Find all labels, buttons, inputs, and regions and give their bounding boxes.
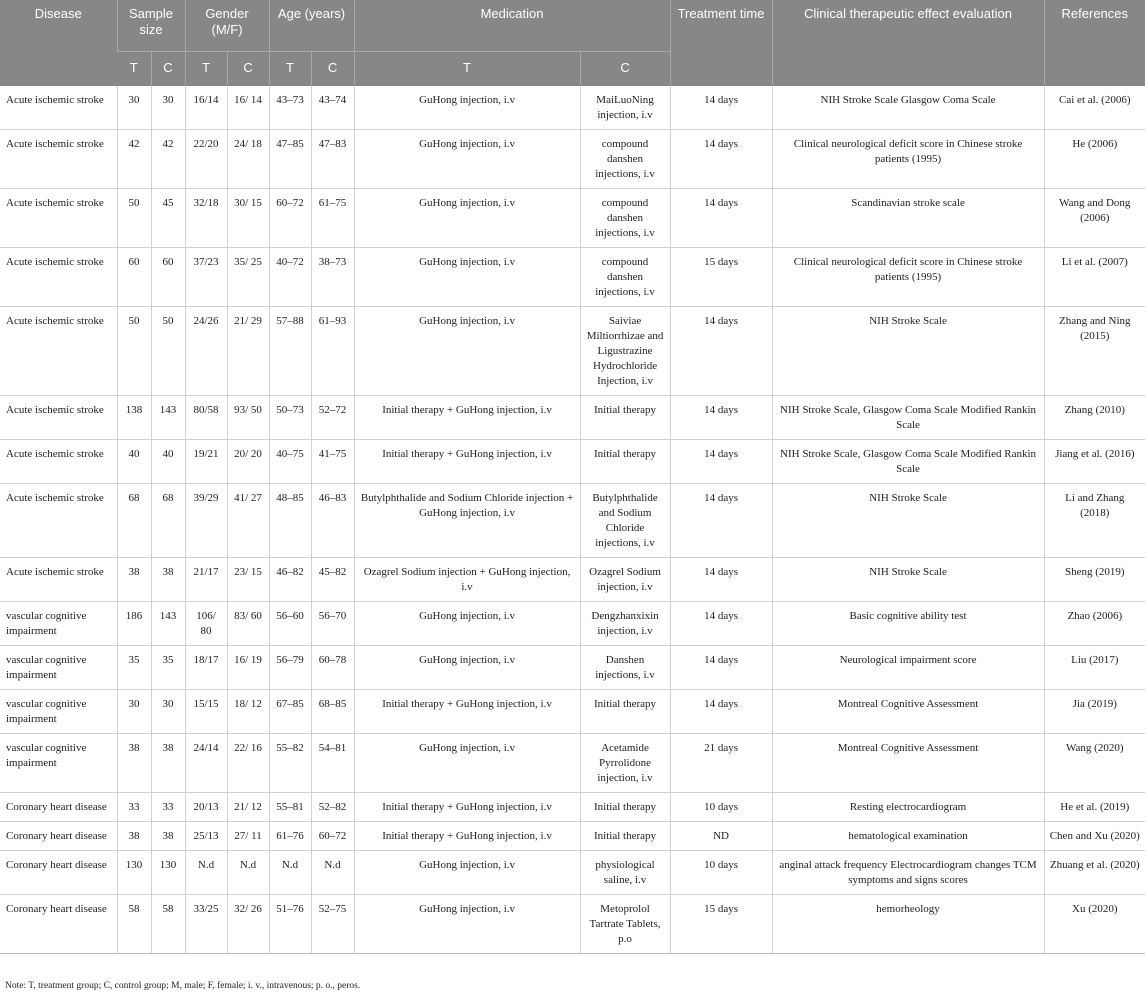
cell-treatment-time: 15 days [670, 248, 772, 307]
cell-age-c: 41–75 [311, 440, 354, 484]
cell-disease: Coronary heart disease [0, 793, 117, 822]
header-treatment-time: Treatment time [670, 0, 772, 86]
cell-clinical-evaluation: Basic cognitive ability test [772, 602, 1044, 646]
cell-medication-t: GuHong injection, i.v [354, 851, 580, 895]
cell-reference: Jia (2019) [1044, 690, 1145, 734]
cell-sample-c: 58 [151, 895, 185, 954]
cell-gender-t: 33/25 [185, 895, 227, 954]
cell-age-t: 46–82 [269, 558, 311, 602]
cell-medication-t: Initial therapy + GuHong injection, i.v [354, 396, 580, 440]
cell-age-t: 56–79 [269, 646, 311, 690]
cell-medication-c: Saiviae Miltiorrhizae and Ligustrazine Hydrochloride Injection, i.v [580, 307, 670, 396]
cell-sample-c: 42 [151, 130, 185, 189]
cell-age-c: 45–82 [311, 558, 354, 602]
table-row [0, 793, 1145, 822]
cell-sample-t: 38 [117, 822, 151, 851]
cell-gender-t: 21/17 [185, 558, 227, 602]
cell-gender-t: 18/17 [185, 646, 227, 690]
cell-clinical-evaluation: Scandinavian stroke scale [772, 189, 1044, 248]
subheader-gender-t: T [185, 52, 227, 87]
subheader-medication-c: C [580, 52, 670, 87]
cell-disease: vascular cognitive impairment [0, 602, 117, 646]
cell-medication-c: Initial therapy [580, 793, 670, 822]
cell-age-c: N.d [311, 851, 354, 895]
cell-age-c: 61–75 [311, 189, 354, 248]
cell-disease: Coronary heart disease [0, 822, 117, 851]
cell-sample-c: 68 [151, 484, 185, 558]
cell-sample-c: 30 [151, 690, 185, 734]
cell-age-t: 60–72 [269, 189, 311, 248]
cell-sample-c: 38 [151, 822, 185, 851]
cell-gender-c: 21/ 29 [227, 307, 269, 396]
cell-age-t: 61–76 [269, 822, 311, 851]
cell-medication-t: Initial therapy + GuHong injection, i.v [354, 793, 580, 822]
table-row [0, 248, 1145, 307]
cell-disease: Acute ischemic stroke [0, 396, 117, 440]
cell-medication-c: Butylphthalide and Sodium Chloride injections, i.v [580, 484, 670, 558]
cell-gender-t: N.d [185, 851, 227, 895]
cell-sample-t: 40 [117, 440, 151, 484]
cell-age-c: 52–82 [311, 793, 354, 822]
cell-gender-c: 21/ 12 [227, 793, 269, 822]
cell-age-t: 40–72 [269, 248, 311, 307]
cell-reference: Cai et al. (2006) [1044, 86, 1145, 130]
cell-sample-t: 50 [117, 189, 151, 248]
cell-age-c: 54–81 [311, 734, 354, 793]
cell-medication-t: GuHong injection, i.v [354, 734, 580, 793]
subheader-medication-t: T [354, 52, 580, 87]
cell-gender-t: 19/21 [185, 440, 227, 484]
cell-age-t: 43–73 [269, 86, 311, 130]
cell-age-t: 56–60 [269, 602, 311, 646]
cell-medication-c: physiological saline, i.v [580, 851, 670, 895]
cell-medication-c: Danshen injections, i.v [580, 646, 670, 690]
header-age: Age (years) [269, 0, 354, 52]
cell-treatment-time: 14 days [670, 558, 772, 602]
cell-sample-c: 60 [151, 248, 185, 307]
cell-sample-t: 35 [117, 646, 151, 690]
cell-sample-c: 30 [151, 86, 185, 130]
cell-sample-t: 60 [117, 248, 151, 307]
cell-clinical-evaluation: NIH Stroke Scale, Glasgow Coma Scale Modified Rankin Scale [772, 440, 1044, 484]
cell-age-t: 55–82 [269, 734, 311, 793]
table-row [0, 130, 1145, 189]
cell-clinical-evaluation: NIH Stroke Scale Glasgow Coma Scale [772, 86, 1044, 130]
cell-reference: Wang and Dong (2006) [1044, 189, 1145, 248]
cell-age-c: 60–72 [311, 822, 354, 851]
cell-clinical-evaluation: NIH Stroke Scale [772, 484, 1044, 558]
cell-sample-c: 50 [151, 307, 185, 396]
cell-gender-t: 24/26 [185, 307, 227, 396]
header-clinical-evaluation: Clinical therapeutic effect evaluation [772, 0, 1044, 86]
cell-treatment-time: 10 days [670, 793, 772, 822]
cell-age-c: 68–85 [311, 690, 354, 734]
cell-age-t: 57–88 [269, 307, 311, 396]
cell-gender-t: 20/13 [185, 793, 227, 822]
header-medication: Medication [354, 0, 670, 52]
cell-clinical-evaluation: hemorheology [772, 895, 1044, 954]
cell-reference: He (2006) [1044, 130, 1145, 189]
cell-age-t: 40–75 [269, 440, 311, 484]
cell-age-c: 60–78 [311, 646, 354, 690]
cell-treatment-time: 14 days [670, 646, 772, 690]
cell-medication-c: Initial therapy [580, 690, 670, 734]
table-row [0, 307, 1145, 396]
cell-disease: vascular cognitive impairment [0, 734, 117, 793]
cell-gender-t: 39/29 [185, 484, 227, 558]
cell-age-c: 38–73 [311, 248, 354, 307]
cell-reference: Zhuang et al. (2020) [1044, 851, 1145, 895]
cell-sample-t: 38 [117, 558, 151, 602]
cell-gender-c: N.d [227, 851, 269, 895]
cell-medication-t: GuHong injection, i.v [354, 130, 580, 189]
cell-reference: Li and Zhang (2018) [1044, 484, 1145, 558]
cell-medication-c: Ozagrel Sodium injection, i.v [580, 558, 670, 602]
header-gender: Gender (M/F) [185, 0, 269, 52]
cell-gender-t: 37/23 [185, 248, 227, 307]
table-row [0, 484, 1145, 558]
subheader-sample-t: T [117, 52, 151, 87]
cell-disease: Acute ischemic stroke [0, 189, 117, 248]
cell-sample-c: 38 [151, 558, 185, 602]
table-row [0, 189, 1145, 248]
subheader-age-c: C [311, 52, 354, 87]
cell-sample-c: 40 [151, 440, 185, 484]
cell-clinical-evaluation: Montreal Cognitive Assessment [772, 690, 1044, 734]
cell-gender-t: 106/ 80 [185, 602, 227, 646]
cell-treatment-time: ND [670, 822, 772, 851]
cell-age-t: N.d [269, 851, 311, 895]
cell-medication-t: GuHong injection, i.v [354, 86, 580, 130]
cell-disease: Acute ischemic stroke [0, 484, 117, 558]
cell-gender-c: 18/ 12 [227, 690, 269, 734]
table-body [0, 86, 1145, 954]
cell-medication-c: Initial therapy [580, 396, 670, 440]
cell-gender-c: 41/ 27 [227, 484, 269, 558]
cell-age-t: 51–76 [269, 895, 311, 954]
table-row [0, 602, 1145, 646]
cell-clinical-evaluation: NIH Stroke Scale [772, 307, 1044, 396]
subheader-age-t: T [269, 52, 311, 87]
cell-clinical-evaluation: Clinical neurological deficit score in Chinese stroke patients (1995) [772, 248, 1044, 307]
cell-age-t: 50–73 [269, 396, 311, 440]
cell-reference: He et al. (2019) [1044, 793, 1145, 822]
cell-sample-t: 130 [117, 851, 151, 895]
cell-sample-c: 33 [151, 793, 185, 822]
cell-gender-t: 80/58 [185, 396, 227, 440]
cell-disease: Acute ischemic stroke [0, 86, 117, 130]
header-references: References [1044, 0, 1145, 86]
cell-medication-c: Dengzhanxixin injection, i.v [580, 602, 670, 646]
cell-medication-c: compound danshen injections, i.v [580, 248, 670, 307]
cell-gender-t: 22/20 [185, 130, 227, 189]
cell-treatment-time: 14 days [670, 602, 772, 646]
cell-age-t: 67–85 [269, 690, 311, 734]
cell-sample-c: 45 [151, 189, 185, 248]
cell-gender-t: 16/14 [185, 86, 227, 130]
cell-age-c: 47–83 [311, 130, 354, 189]
cell-clinical-evaluation: NIH Stroke Scale, Glasgow Coma Scale Modified Rankin Scale [772, 396, 1044, 440]
cell-disease: Acute ischemic stroke [0, 130, 117, 189]
cell-reference: Wang (2020) [1044, 734, 1145, 793]
cell-medication-c: Acetamide Pyrrolidone injection, i.v [580, 734, 670, 793]
cell-reference: Zhang (2010) [1044, 396, 1145, 440]
cell-disease: Acute ischemic stroke [0, 248, 117, 307]
cell-medication-t: Ozagrel Sodium injection + GuHong injection, i.v [354, 558, 580, 602]
cell-medication-c: MaiLuoNing injection, i.v [580, 86, 670, 130]
cell-reference: Chen and Xu (2020) [1044, 822, 1145, 851]
cell-medication-c: Initial therapy [580, 822, 670, 851]
cell-sample-t: 186 [117, 602, 151, 646]
table-row [0, 895, 1145, 954]
cell-reference: Zhang and Ning (2015) [1044, 307, 1145, 396]
cell-gender-c: 30/ 15 [227, 189, 269, 248]
cell-sample-c: 130 [151, 851, 185, 895]
cell-medication-c: compound danshen injections, i.v [580, 189, 670, 248]
cell-gender-c: 93/ 50 [227, 396, 269, 440]
table-row [0, 851, 1145, 895]
cell-sample-t: 68 [117, 484, 151, 558]
cell-clinical-evaluation: Clinical neurological deficit score in Chinese stroke patients (1995) [772, 130, 1044, 189]
cell-gender-c: 16/ 14 [227, 86, 269, 130]
table-row [0, 440, 1145, 484]
cell-sample-t: 42 [117, 130, 151, 189]
cell-treatment-time: 14 days [670, 484, 772, 558]
cell-disease: vascular cognitive impairment [0, 646, 117, 690]
cell-disease: Acute ischemic stroke [0, 440, 117, 484]
table-row [0, 734, 1145, 793]
cell-reference: Jiang et al. (2016) [1044, 440, 1145, 484]
cell-sample-t: 38 [117, 734, 151, 793]
cell-treatment-time: 14 days [670, 440, 772, 484]
cell-sample-c: 35 [151, 646, 185, 690]
cell-medication-t: Initial therapy + GuHong injection, i.v [354, 440, 580, 484]
cell-sample-t: 58 [117, 895, 151, 954]
cell-clinical-evaluation: Neurological impairment score [772, 646, 1044, 690]
cell-sample-c: 143 [151, 396, 185, 440]
cell-medication-t: Butylphthalide and Sodium Chloride injection + GuHong injection, i.v [354, 484, 580, 558]
cell-disease: Acute ischemic stroke [0, 558, 117, 602]
cell-clinical-evaluation: anginal attack frequency Electrocardiogram changes TCM symptoms and signs scores [772, 851, 1044, 895]
cell-medication-t: GuHong injection, i.v [354, 307, 580, 396]
cell-treatment-time: 15 days [670, 895, 772, 954]
cell-age-c: 52–72 [311, 396, 354, 440]
cell-disease: Coronary heart disease [0, 895, 117, 954]
cell-medication-c: Metoprolol Tartrate Tablets, p.o [580, 895, 670, 954]
cell-gender-t: 32/18 [185, 189, 227, 248]
table-row [0, 690, 1145, 734]
cell-treatment-time: 21 days [670, 734, 772, 793]
cell-age-c: 61–93 [311, 307, 354, 396]
cell-gender-c: 22/ 16 [227, 734, 269, 793]
cell-sample-t: 138 [117, 396, 151, 440]
cell-reference: Sheng (2019) [1044, 558, 1145, 602]
table-row [0, 646, 1145, 690]
header-sample-size: Sample size [117, 0, 185, 52]
cell-clinical-evaluation: Montreal Cognitive Assessment [772, 734, 1044, 793]
cell-treatment-time: 14 days [670, 307, 772, 396]
subheader-sample-c: C [151, 52, 185, 87]
cell-sample-t: 30 [117, 86, 151, 130]
table-row [0, 86, 1145, 130]
cell-age-t: 55–81 [269, 793, 311, 822]
cell-gender-t: 25/13 [185, 822, 227, 851]
cell-treatment-time: 14 days [670, 189, 772, 248]
cell-gender-c: 23/ 15 [227, 558, 269, 602]
cell-sample-t: 30 [117, 690, 151, 734]
cell-gender-t: 24/14 [185, 734, 227, 793]
cell-age-c: 46–83 [311, 484, 354, 558]
cell-sample-c: 143 [151, 602, 185, 646]
cell-age-c: 43–74 [311, 86, 354, 130]
cell-gender-c: 83/ 60 [227, 602, 269, 646]
cell-medication-t: GuHong injection, i.v [354, 646, 580, 690]
cell-gender-c: 27/ 11 [227, 822, 269, 851]
cell-gender-c: 32/ 26 [227, 895, 269, 954]
cell-medication-t: Initial therapy + GuHong injection, i.v [354, 822, 580, 851]
cell-clinical-evaluation: Resting electrocardiogram [772, 793, 1044, 822]
table-row [0, 558, 1145, 602]
cell-medication-t: Initial therapy + GuHong injection, i.v [354, 690, 580, 734]
cell-treatment-time: 10 days [670, 851, 772, 895]
cell-medication-t: GuHong injection, i.v [354, 602, 580, 646]
cell-gender-t: 15/15 [185, 690, 227, 734]
cell-treatment-time: 14 days [670, 130, 772, 189]
cell-gender-c: 24/ 18 [227, 130, 269, 189]
cell-clinical-evaluation: NIH Stroke Scale [772, 558, 1044, 602]
cell-medication-c: Initial therapy [580, 440, 670, 484]
cell-medication-t: GuHong injection, i.v [354, 895, 580, 954]
cell-age-c: 52–75 [311, 895, 354, 954]
cell-age-c: 56–70 [311, 602, 354, 646]
cell-medication-t: GuHong injection, i.v [354, 189, 580, 248]
cell-treatment-time: 14 days [670, 86, 772, 130]
cell-medication-t: GuHong injection, i.v [354, 248, 580, 307]
header-disease: Disease [0, 0, 117, 86]
cell-treatment-time: 14 days [670, 396, 772, 440]
table-footnote: Note: T, treatment group; C, control group; M, male; F, female; i. v., intravenous; p. o., peros. [5, 981, 361, 991]
table-header [0, 0, 1145, 86]
subheader-gender-c: C [227, 52, 269, 87]
cell-disease: Coronary heart disease [0, 851, 117, 895]
cell-clinical-evaluation: hematological examination [772, 822, 1044, 851]
cell-medication-c: compound danshen injections, i.v [580, 130, 670, 189]
cell-sample-t: 50 [117, 307, 151, 396]
cell-gender-c: 35/ 25 [227, 248, 269, 307]
cell-sample-t: 33 [117, 793, 151, 822]
cell-disease: vascular cognitive impairment [0, 690, 117, 734]
cell-treatment-time: 14 days [670, 690, 772, 734]
cell-reference: Xu (2020) [1044, 895, 1145, 954]
cell-reference: Li et al. (2007) [1044, 248, 1145, 307]
cell-age-t: 47–85 [269, 130, 311, 189]
table-row [0, 822, 1145, 851]
cell-age-t: 48–85 [269, 484, 311, 558]
cell-gender-c: 16/ 19 [227, 646, 269, 690]
cell-reference: Zhao (2006) [1044, 602, 1145, 646]
cell-gender-c: 20/ 20 [227, 440, 269, 484]
table-row [0, 396, 1145, 440]
cell-sample-c: 38 [151, 734, 185, 793]
cell-reference: Liu (2017) [1044, 646, 1145, 690]
cell-disease: Acute ischemic stroke [0, 307, 117, 396]
